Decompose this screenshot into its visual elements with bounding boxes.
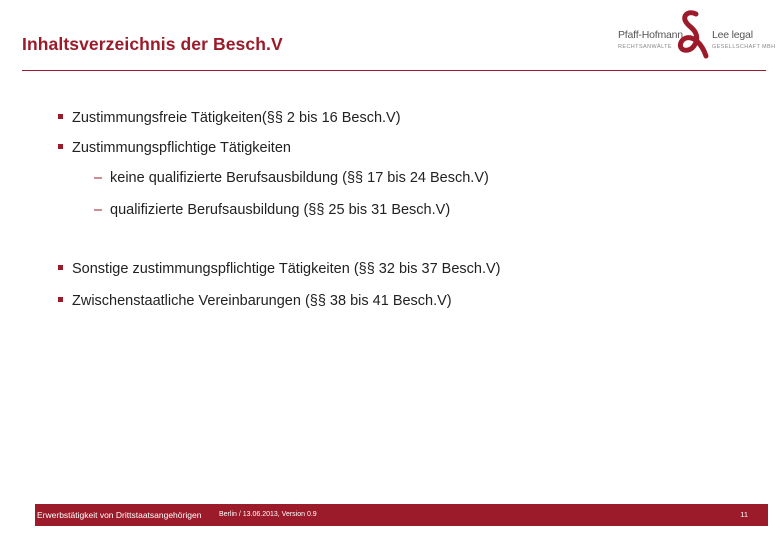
footer-meta: Berlin / 13.06.2013, Version 0.9 bbox=[219, 511, 317, 518]
logo-sub-right: GESELLSCHAFT MBH bbox=[712, 44, 776, 50]
footer-topic: Erwerbstätigkeit von Drittstaatsangehörigen bbox=[37, 510, 202, 520]
dash-icon: – bbox=[94, 170, 103, 186]
bullet-icon bbox=[58, 265, 63, 270]
header-rule bbox=[22, 70, 766, 71]
bullet-icon bbox=[58, 297, 63, 302]
logo-sub-left: RECHTSANWÄLTE bbox=[618, 44, 672, 50]
toc-item-text: Zustimmungspflichtige Tätigkeiten bbox=[72, 140, 291, 156]
toc-subitem bbox=[94, 170, 489, 186]
toc-item bbox=[58, 293, 452, 309]
ampersand-logo-icon bbox=[674, 8, 712, 60]
footer-bar bbox=[35, 504, 768, 526]
bullet-icon bbox=[58, 114, 63, 119]
bullet-icon bbox=[58, 144, 63, 149]
dash-icon: – bbox=[94, 202, 103, 218]
toc-item bbox=[58, 140, 291, 156]
firm-logo bbox=[618, 8, 776, 60]
toc-item bbox=[58, 110, 401, 126]
logo-firm-left: Pfaff-Hofmann bbox=[618, 29, 683, 41]
logo-firm-right: Lee legal bbox=[712, 29, 753, 41]
toc-item-text: Sonstige zustimmungspflichtige Tätigkeiten (§§ 32 bis 37 Besch.V) bbox=[72, 261, 501, 277]
toc-subitem-text: qualifizierte Berufsausbildung (§§ 25 bis 31 Besch.V) bbox=[110, 202, 451, 218]
toc-item bbox=[58, 261, 501, 277]
toc-item-text: Zwischenstaatliche Vereinbarungen (§§ 38 bis 41 Besch.V) bbox=[72, 293, 452, 309]
page-title: Inhaltsverzeichnis der Besch.V bbox=[22, 34, 283, 54]
toc-item-text: Zustimmungsfreie Tätigkeiten(§§ 2 bis 16 Besch.V) bbox=[72, 110, 401, 126]
toc-subitem bbox=[94, 202, 450, 218]
page-number: 11 bbox=[740, 510, 748, 519]
toc-subitem-text: keine qualifizierte Berufsausbildung (§§ 17 bis 24 Besch.V) bbox=[110, 170, 489, 186]
